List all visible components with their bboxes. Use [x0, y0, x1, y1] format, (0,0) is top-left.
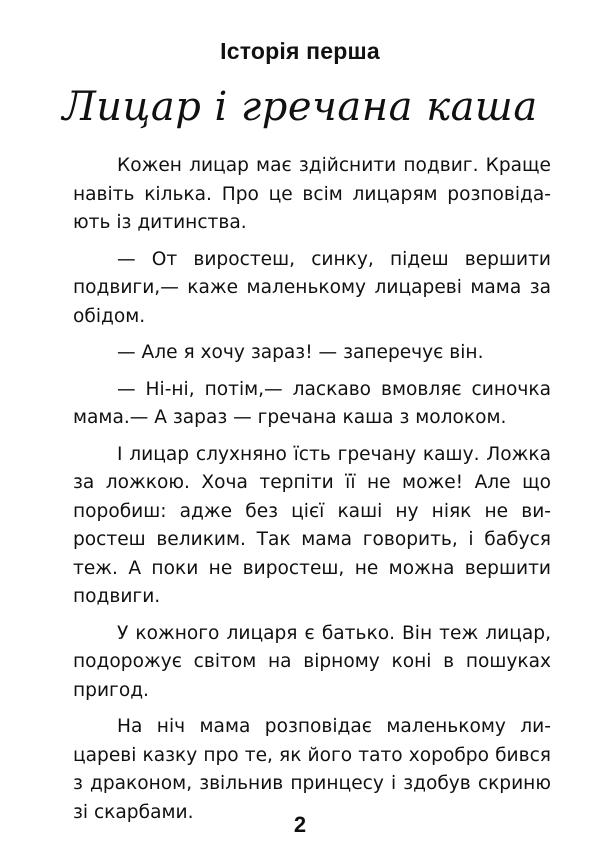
- paragraph: Кожен лицар має здійснити подвиг. Краще навіть кілька. Про це всім лицарям розповідають із дитинства.: [73, 155, 551, 233]
- chapter-subtitle: Історія перша: [220, 38, 380, 64]
- story-text: [73, 152, 551, 835]
- page-number: 2: [293, 812, 307, 837]
- paragraph: У кожного лицаря є батько. Він теж лицар, подорожує світом на вірному коні в пошуках пригод.: [73, 622, 551, 701]
- paragraph: — Ні-ні, потім,— ласкаво вмовляє синочка мама.— А зараз — гречана каша з молоком.: [73, 378, 551, 428]
- paragraph: На ніч мама розповідає маленькому лицареві казку про те, як його тато хоробро бився з драконом, звільнив принцесу і здобув скриню зі скарбами.: [73, 716, 551, 823]
- paragraph: І лицар слухняно їсть гречану кашу. Ложка за ложкою. Хоча терпіти її не може! Але що поробиш: адже без цієї каші ну ніяк не виростеш великим. Так мама говорить, і бабуся теж. А поки не виростеш, не можна вершити подвиги.: [73, 443, 551, 607]
- chapter-title: Лицар і гречана каша: [62, 84, 538, 130]
- paragraph: — От виростеш, синку, підеш вершити подвиги,— каже маленькому лицареві мама за обідом.: [73, 248, 551, 327]
- paragraph: — Але я хочу зараз! — заперечує він.: [117, 342, 484, 363]
